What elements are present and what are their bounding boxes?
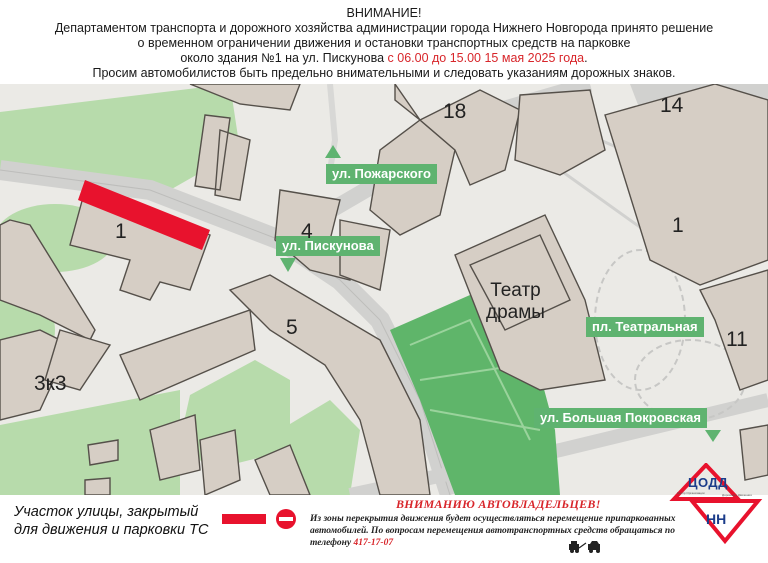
- codd-logo-bottom: НН: [706, 511, 727, 527]
- building-number-1-right: 1: [672, 214, 684, 237]
- notice-dates: с 06.00 до 15.00 15 мая 2025 года: [387, 51, 585, 65]
- codd-logo-tiny-2: Дорожного Движения: [722, 493, 752, 497]
- notice-line-3-suffix: .: [584, 51, 588, 65]
- map-canvas: [0, 84, 768, 495]
- theatre-label-line-1: Театр: [490, 280, 541, 301]
- legend-caption-line-1: Участок улицы, закрытый: [14, 504, 199, 520]
- notice-header: [0, 0, 768, 84]
- notice-title: ВНИМАНИЕ!: [346, 6, 422, 20]
- codd-logo: [666, 463, 764, 545]
- tow-truck-icon: [568, 539, 604, 555]
- legend-caption-line-2: для движения и парковки ТС: [14, 522, 209, 538]
- notice-line-2: о временном ограничении движения и остановки транспортных средств на парковке: [137, 36, 631, 50]
- notice-line-3-prefix: около здания №1 на ул. Пискунова: [180, 51, 388, 65]
- legend: [0, 495, 768, 563]
- label-teatralnaya: пл. Театральная: [586, 317, 704, 337]
- label-piskunova: ул. Пискунова: [276, 236, 380, 256]
- building-number-18: 18: [443, 100, 467, 123]
- warning-title: ВНИМАНИЮ АВТОВЛАДЕЛЬЦЕВ!: [396, 497, 601, 511]
- codd-logo-tiny-1: Центр Организации: [677, 491, 705, 495]
- notice-line-4: Просим автомобилистов быть предельно внимательными и следовать указаниям дорожных знаков.: [92, 66, 676, 80]
- legend-closed-section-swatch: [222, 514, 266, 524]
- notice-line-3: [0, 51, 768, 66]
- warning-body: Из зоны перекрытия движения будет осуществляться перемещение припаркованных автомобилей. По вопросам перемещения автотранспортных средств обращаться по телефону: [310, 514, 676, 548]
- warning-phone: 417-17-07: [353, 538, 394, 548]
- codd-logo-top: ЦОДД: [688, 475, 728, 490]
- building-number-4: 4: [301, 220, 313, 243]
- building-number-14: 14: [660, 94, 684, 117]
- building-number-11: 11: [726, 328, 748, 351]
- map: [0, 84, 768, 495]
- warning-text: [310, 513, 690, 549]
- theatre-label-line-2: драмы: [486, 302, 545, 323]
- legend-caption: [14, 503, 208, 539]
- notice-line-1: Департаментом транспорта и дорожного хозяйства администрации города Нижнего Новгорода принято решение: [54, 21, 714, 35]
- building-number-5: 5: [286, 316, 298, 339]
- building-number-3k3: 3к3: [34, 372, 67, 395]
- building-number-1-left: 1: [115, 220, 127, 243]
- label-pozharskogo: ул. Пожарского: [326, 164, 437, 184]
- no-entry-icon: [275, 508, 297, 530]
- label-bolshaya-pokrovskaya: ул. Большая Покровская: [534, 408, 707, 428]
- theatre-label: [486, 280, 545, 324]
